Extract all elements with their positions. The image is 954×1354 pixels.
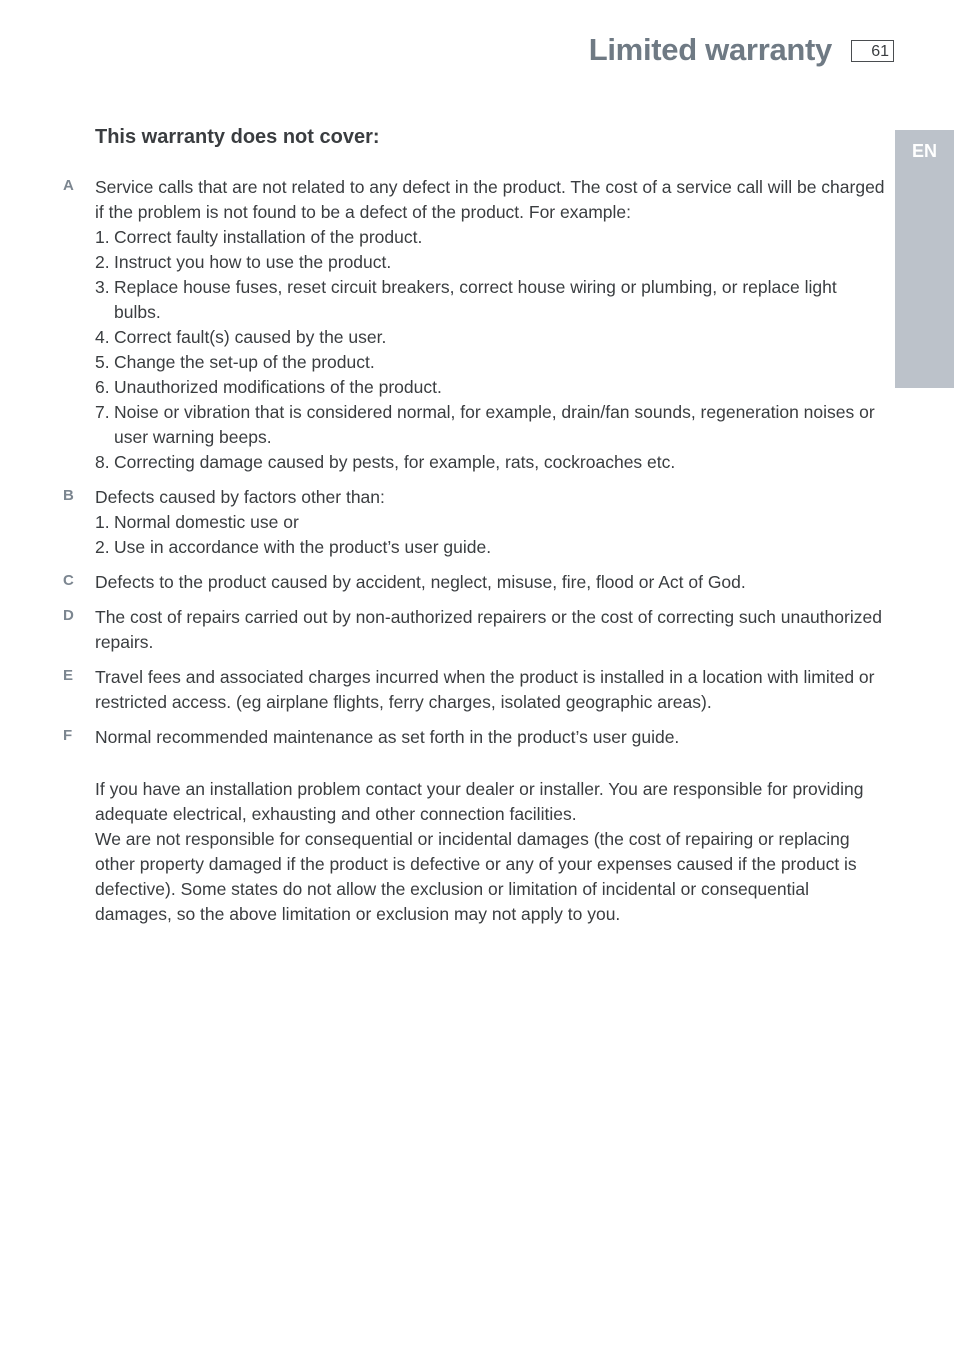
sub-list bbox=[95, 225, 885, 475]
clause-letter: F bbox=[63, 727, 73, 744]
item-text: Correct fault(s) caused by the user. bbox=[114, 327, 387, 347]
item-number: 2. bbox=[95, 537, 110, 557]
clause-letter: A bbox=[63, 177, 74, 194]
clause-letter: B bbox=[63, 487, 74, 504]
clause-body bbox=[95, 175, 885, 475]
item-number: 2. bbox=[95, 252, 110, 272]
language-tab-label: EN bbox=[911, 141, 937, 161]
exclusions-list bbox=[0, 175, 954, 760]
item-number: 5. bbox=[95, 352, 110, 372]
item-text: Noise or vibration that is considered normal, for example, drain/fan sounds, regeneration noises or user warning beeps. bbox=[114, 402, 875, 447]
item-text: Correcting damage caused by pests, for example, rats, cockroaches etc. bbox=[114, 452, 676, 472]
item-text: Unauthorized modifications of the product. bbox=[114, 377, 442, 397]
item-number: 6. bbox=[95, 377, 110, 397]
clause-text: The cost of repairs carried out by non-authorized repairers or the cost of correcting such unauthorized repairs. bbox=[95, 607, 882, 652]
item-number: 8. bbox=[95, 452, 110, 472]
clause-e bbox=[0, 665, 954, 715]
liability-note: We are not responsible for consequential or incidental damages (the cost of repairing or replacing other property damaged if the product is defective or any of your expenses caused if the product is defective). Some states do not allow the exclusion or limitation of incidental or consequential damages, so the above limitation or exclusion may not apply to you. bbox=[95, 829, 857, 924]
item-number: 7. bbox=[95, 402, 110, 422]
clause-body bbox=[95, 725, 885, 750]
item-text: Change the set-up of the product. bbox=[114, 352, 375, 372]
item-text: Use in accordance with the product’s user guide. bbox=[114, 537, 492, 557]
clause-body bbox=[95, 485, 885, 560]
item-text: Instruct you how to use the product. bbox=[114, 252, 392, 272]
item-number: 4. bbox=[95, 327, 110, 347]
clause-text: Travel fees and associated charges incurred when the product is installed in a location with limited or restricted access. (eg airplane flights, ferry charges, isolated geographic areas). bbox=[95, 667, 875, 712]
clause-a bbox=[0, 175, 954, 475]
clause-letter: E bbox=[63, 667, 74, 684]
installation-note: If you have an installation problem contact your dealer or installer. You are responsible for providing adequate electrical, exhausting and other connection facilities. bbox=[95, 779, 864, 824]
list-item bbox=[95, 325, 885, 350]
clause-d bbox=[0, 605, 954, 655]
clause-letter: D bbox=[63, 607, 74, 624]
clause-text: Defects to the product caused by accident, neglect, misuse, fire, flood or Act of God. bbox=[95, 572, 746, 592]
list-item bbox=[95, 275, 885, 325]
sub-list bbox=[95, 510, 885, 560]
clause-c bbox=[0, 570, 954, 595]
clause-f bbox=[0, 725, 954, 750]
item-number: 1. bbox=[95, 512, 110, 532]
list-item bbox=[95, 225, 885, 250]
clause-body bbox=[95, 570, 885, 595]
list-item bbox=[95, 250, 885, 275]
list-item bbox=[95, 350, 885, 375]
section-heading: This warranty does not cover: bbox=[95, 126, 380, 148]
clause-b bbox=[0, 485, 954, 560]
list-item bbox=[95, 450, 885, 475]
page-title: Limited warranty bbox=[588, 32, 832, 67]
clause-text: Defects caused by factors other than: bbox=[95, 487, 385, 507]
list-item bbox=[95, 535, 885, 560]
clause-body bbox=[95, 605, 885, 655]
item-text: Correct faulty installation of the product. bbox=[114, 227, 423, 247]
list-item bbox=[95, 510, 885, 535]
clause-body bbox=[95, 665, 885, 715]
item-text: Replace house fuses, reset circuit breakers, correct house wiring or plumbing, or replace light bulbs. bbox=[114, 277, 837, 322]
clause-text: Normal recommended maintenance as set forth in the product’s user guide. bbox=[95, 727, 680, 747]
list-item bbox=[95, 375, 885, 400]
list-item bbox=[95, 400, 885, 450]
page-number: 61 bbox=[851, 40, 894, 62]
clause-letter: C bbox=[63, 572, 74, 589]
clause-text: Service calls that are not related to any defect in the product. The cost of a service call will be charged if the problem is not found to be a defect of the product. For example: bbox=[95, 177, 885, 222]
notes-block bbox=[95, 777, 885, 927]
item-number: 1. bbox=[95, 227, 110, 247]
item-text: Normal domestic use or bbox=[114, 512, 299, 532]
item-number: 3. bbox=[95, 277, 110, 297]
